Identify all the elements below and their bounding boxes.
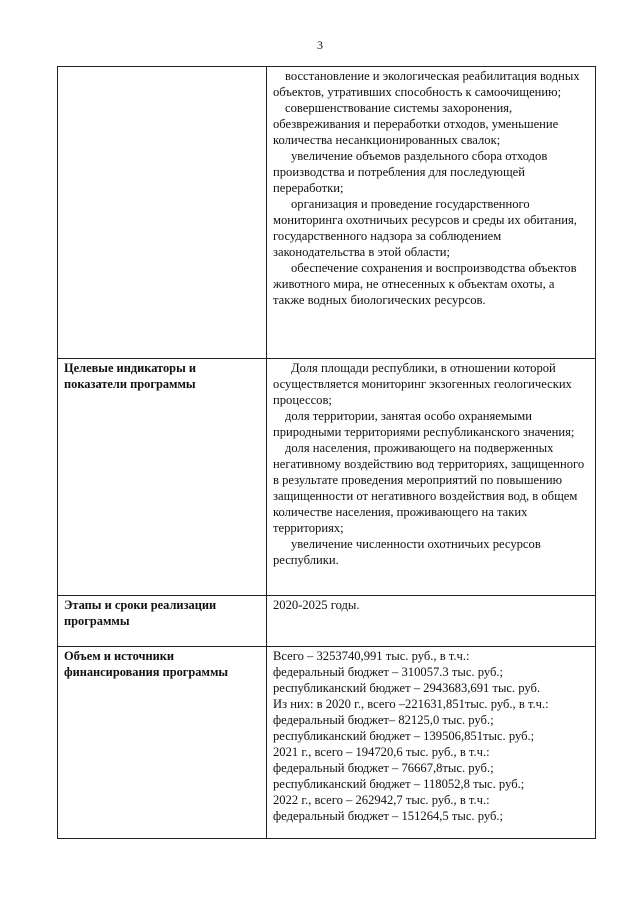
table-row [58, 67, 596, 359]
paragraph: обеспечение сохранения и воспроизводства объектов животного мира, не отнесенных к объектам охоты, а также водных биологических ресурсов. [273, 261, 577, 307]
paragraph: 2020-2025 годы. [273, 598, 360, 612]
paragraph: доля населения, проживающего на подверженных негативному воздействию вод территориях, защищенного в результате проведения мероприятий по повышению защищенности от негативного воздействия вод, в общем количестве населения, проживающего на таких территориях; [273, 441, 585, 535]
row-label: Целевые индикаторы и показатели программы [58, 359, 267, 596]
row-content [267, 647, 596, 839]
table-row [58, 596, 596, 647]
funding-line: 2022 г., всего – 262942,7 тыс. руб., в т.ч.: [273, 793, 490, 807]
row-label: Этапы и сроки реализации программы [58, 596, 267, 647]
funding-line: федеральный бюджет – 151264,5 тыс. руб.; [273, 809, 504, 823]
funding-line: 2021 г., всего – 194720,6 тыс. руб., в т.ч.: [273, 745, 490, 759]
paragraph: доля территории, занятая особо охраняемыми природными территориями республиканского значения; [273, 409, 575, 439]
table-row [58, 647, 596, 839]
paragraph: совершенствование системы захоронения, обезвреживания и переработки отходов, уменьшение количества несанкционированных свалок; [273, 101, 559, 147]
funding-line: Из них: в 2020 г., всего –221631,851тыс. руб., в т.ч.: [273, 697, 549, 711]
funding-line: федеральный бюджет– 82125,0 тыс. руб.; [273, 713, 494, 727]
funding-line: Всего – 3253740,991 тыс. руб., в т.ч.: [273, 649, 470, 663]
table-row [58, 359, 596, 596]
paragraph: увеличение численности охотничьих ресурсов республики. [273, 537, 541, 567]
funding-line: республиканский бюджет – 139506,851тыс. руб.; [273, 729, 535, 743]
funding-line: федеральный бюджет – 76667,8тыс. руб.; [273, 761, 494, 775]
paragraph: увеличение объемов раздельного сбора отходов производства и потребления для последующей переработки; [273, 149, 548, 195]
funding-line: республиканский бюджет – 2943683,691 тыс. руб. [273, 681, 541, 695]
row-content [267, 359, 596, 596]
program-passport-table [57, 66, 596, 839]
funding-line: федеральный бюджет – 310057.3 тыс. руб.; [273, 665, 504, 679]
funding-line: республиканский бюджет – 118052,8 тыс. руб.; [273, 777, 525, 791]
row-label: Объем и источники финансирования программы [58, 647, 267, 839]
row-content [267, 596, 596, 647]
page-number: 3 [317, 38, 323, 52]
row-label [58, 67, 267, 359]
paragraph: Доля площади республики, в отношении которой осуществляется мониторинг экзогенных геологических процессов; [273, 361, 572, 407]
paragraph: организация и проведение государственного мониторинга охотничьих ресурсов и среды их обитания, государственного надзора за соблюдением законодательства в этой области; [273, 197, 577, 259]
paragraph: восстановление и экологическая реабилитация водных объектов, утративших способность к самоочищению; [273, 69, 580, 99]
row-content [267, 67, 596, 359]
